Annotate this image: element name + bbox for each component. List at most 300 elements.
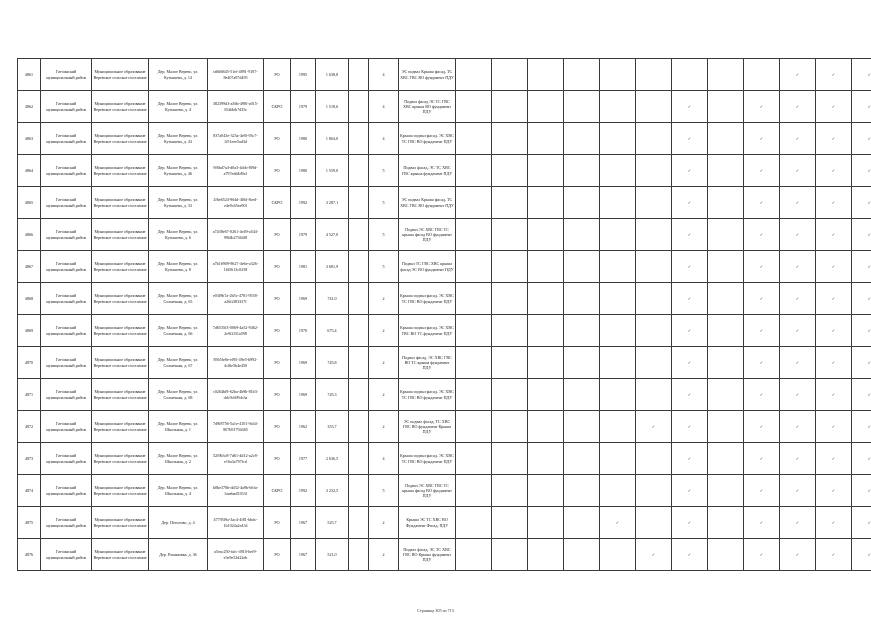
floors-cell: 5 <box>369 219 399 251</box>
table-row <box>18 475 871 507</box>
check-cell <box>708 315 744 347</box>
check-mark-icon: ✓ <box>780 187 816 219</box>
year-cell: 1979 <box>291 91 316 123</box>
area-cell: 1 638,8 <box>316 59 349 91</box>
row-number-cell: 4870 <box>18 347 41 379</box>
management-type-cell: СКРО <box>264 187 291 219</box>
check-mark-icon: ✓ <box>852 155 871 187</box>
check-mark-icon: ✓ <box>780 251 816 283</box>
settlement-cell: Муниципальное образование Веревское сельское поселение <box>92 155 149 187</box>
check-mark-icon: ✓ <box>780 411 816 443</box>
table-row <box>18 347 871 379</box>
settlement-cell: Муниципальное образование Веревское сельское поселение <box>92 59 149 91</box>
check-mark-icon: ✓ <box>816 539 852 571</box>
check-mark-icon: ✓ <box>780 475 816 507</box>
area-cell: 745,8 <box>316 347 349 379</box>
check-cell <box>564 507 600 539</box>
check-mark-icon: ✓ <box>744 539 780 571</box>
check-cell <box>492 219 528 251</box>
area-cell: 3 252,5 <box>316 475 349 507</box>
check-mark-icon: ✓ <box>672 507 708 539</box>
check-cell <box>528 219 564 251</box>
district-cell: Гатчинский муниципальный район <box>41 91 92 123</box>
check-cell <box>528 59 564 91</box>
check-cell <box>636 475 672 507</box>
address-cell: Дер. Малое Верево, ул. Солнечная, д. 65 <box>149 283 208 315</box>
blank-cell <box>349 443 369 475</box>
check-cell <box>708 251 744 283</box>
check-mark-icon: ✓ <box>672 187 708 219</box>
check-mark-icon: ✓ <box>852 251 871 283</box>
check-mark-icon: ✓ <box>780 347 816 379</box>
check-cell <box>636 379 672 411</box>
guid-cell: b0be370b-dd32-4a9b-b6fa-1aaebad5353f <box>208 475 264 507</box>
management-type-cell: СКРО <box>264 91 291 123</box>
check-mark-icon: ✓ <box>780 315 816 347</box>
check-mark-icon: ✓ <box>672 475 708 507</box>
table-row <box>18 123 871 155</box>
check-mark-icon: ✓ <box>780 219 816 251</box>
works-list-cell: Подвал фасад, ЭС ТС ХВС ГВС крыша фундамент ПДУ <box>399 155 456 187</box>
blank-cell <box>349 123 369 155</box>
works-list-cell: Крыша подвал фасад, ЭС ХВС ТС ГВС ВО фундамент ПДУ <box>399 379 456 411</box>
blank-cell <box>349 315 369 347</box>
settlement-cell: Муниципальное образование Веревское сельское поселение <box>92 347 149 379</box>
blank-cell <box>349 283 369 315</box>
address-cell: Дер. Малое Верево, ул. Кутышева, д. 33 <box>149 187 208 219</box>
check-cell <box>456 315 492 347</box>
check-mark-icon: ✓ <box>744 187 780 219</box>
table-row <box>18 443 871 475</box>
check-cell <box>636 315 672 347</box>
table-row <box>18 59 871 91</box>
row-number-cell: 4861 <box>18 59 41 91</box>
row-number-cell: 4868 <box>18 283 41 315</box>
works-list-cell: ЭС подвал Крыша фасад, ТС ХВС ГВС ВО фундамент ПДУ <box>399 187 456 219</box>
row-number-cell: 4871 <box>18 379 41 411</box>
check-cell <box>708 91 744 123</box>
check-mark-icon: ✓ <box>744 443 780 475</box>
check-cell <box>564 315 600 347</box>
check-mark-icon: ✓ <box>852 219 871 251</box>
blank-cell <box>349 507 369 539</box>
area-cell: 1 559,0 <box>316 155 349 187</box>
check-cell <box>600 443 636 475</box>
check-mark-icon: ✓ <box>744 219 780 251</box>
check-cell <box>564 539 600 571</box>
address-cell: Дер. Малое Верево, ул. Кутышева, д. 46 <box>149 155 208 187</box>
check-cell <box>708 411 744 443</box>
table-row <box>18 283 871 315</box>
check-mark-icon: ✓ <box>816 123 852 155</box>
year-cell: 1969 <box>291 283 316 315</box>
check-mark-icon: ✓ <box>672 91 708 123</box>
district-cell: Гатчинский муниципальный район <box>41 155 92 187</box>
check-cell <box>636 187 672 219</box>
area-cell: 4 527,0 <box>316 219 349 251</box>
address-cell: Дер. Пеголово, д. 4 <box>149 507 208 539</box>
check-mark-icon: ✓ <box>852 443 871 475</box>
guid-cell: a5eac250-fafc-4910-bef9-e5e9e52d22eb <box>208 539 264 571</box>
check-cell <box>492 539 528 571</box>
area-cell: 2 636,5 <box>316 443 349 475</box>
year-cell: 1967 <box>291 539 316 571</box>
check-cell <box>492 251 528 283</box>
check-mark-icon: ✓ <box>780 155 816 187</box>
blank-cell <box>349 91 369 123</box>
management-type-cell: РО <box>264 251 291 283</box>
check-cell <box>456 59 492 91</box>
management-type-cell: РО <box>264 443 291 475</box>
check-mark-icon: ✓ <box>816 219 852 251</box>
year-cell: 1980 <box>291 155 316 187</box>
guid-cell: a7438e67-0261-4e49-a544-99fdb27364f8 <box>208 219 264 251</box>
check-cell <box>492 443 528 475</box>
settlement-cell: Муниципальное образование Веревское сельское поселение <box>92 251 149 283</box>
check-mark-icon: ✓ <box>852 539 871 571</box>
guid-cell: 7d9f8756-5a1e-4101-9a34-807b91794465 <box>208 411 264 443</box>
row-number-cell: 4864 <box>18 155 41 187</box>
area-cell: 745,3 <box>316 379 349 411</box>
works-list-cell: Крыша подвал фасад, ЭС ХВС ТС ГВС ВО фундамент ПДУ <box>399 123 456 155</box>
check-cell <box>672 59 708 91</box>
settlement-cell: Муниципальное образование Веревское сельское поселение <box>92 187 149 219</box>
table-row <box>18 411 871 443</box>
check-cell <box>492 347 528 379</box>
check-cell <box>636 155 672 187</box>
district-cell: Гатчинский муниципальный район <box>41 475 92 507</box>
floors-cell: 4 <box>369 59 399 91</box>
check-cell <box>528 539 564 571</box>
check-mark-icon: ✓ <box>744 475 780 507</box>
area-cell: 3 681,9 <box>316 251 349 283</box>
district-cell: Гатчинский муниципальный район <box>41 219 92 251</box>
management-type-cell: РО <box>264 411 291 443</box>
check-cell <box>492 379 528 411</box>
check-mark-icon: ✓ <box>816 283 852 315</box>
check-cell <box>528 283 564 315</box>
management-type-cell: СКРО <box>264 475 291 507</box>
check-mark-icon: ✓ <box>852 187 871 219</box>
check-cell <box>492 411 528 443</box>
check-cell <box>600 347 636 379</box>
settlement-cell: Муниципальное образование Веревское сельское поселение <box>92 219 149 251</box>
guid-cell: fa8d6845-51ef-4891-9187-8e407a97d495 <box>208 59 264 91</box>
check-cell <box>744 59 780 91</box>
row-number-cell: 4876 <box>18 539 41 571</box>
management-type-cell: РО <box>264 123 291 155</box>
check-cell <box>492 123 528 155</box>
floors-cell: 5 <box>369 251 399 283</box>
check-cell <box>456 283 492 315</box>
floors-cell: 2 <box>369 411 399 443</box>
check-mark-icon: ✓ <box>672 315 708 347</box>
check-cell <box>456 251 492 283</box>
check-mark-icon: ✓ <box>780 507 816 539</box>
management-type-cell: РО <box>264 155 291 187</box>
settlement-cell: Муниципальное образование Веревское сельское поселение <box>92 283 149 315</box>
works-list-cell: Подвал ЭС ХВС ГВС ТС крыша фасад ВО фундамент ПДУ <box>399 219 456 251</box>
check-cell <box>600 59 636 91</box>
blank-cell <box>349 347 369 379</box>
floors-cell: 5 <box>369 187 399 219</box>
check-cell <box>564 59 600 91</box>
check-cell <box>564 411 600 443</box>
check-cell <box>564 219 600 251</box>
works-list-cell: Крыша ЭС ТС ХВС ВО Фундамент Фасад, ПДУ <box>399 507 456 539</box>
table-row <box>18 187 871 219</box>
check-mark-icon: ✓ <box>852 507 871 539</box>
district-cell: Гатчинский муниципальный район <box>41 379 92 411</box>
check-cell <box>528 251 564 283</box>
check-cell <box>456 187 492 219</box>
check-mark-icon: ✓ <box>816 347 852 379</box>
check-cell <box>600 379 636 411</box>
check-mark-icon: ✓ <box>780 443 816 475</box>
row-number-cell: 4866 <box>18 219 41 251</box>
row-number-cell: 4863 <box>18 123 41 155</box>
check-cell <box>636 123 672 155</box>
table-body <box>18 59 871 571</box>
check-cell <box>708 155 744 187</box>
row-number-cell: 4865 <box>18 187 41 219</box>
floors-cell: 4 <box>369 91 399 123</box>
check-mark-icon: ✓ <box>852 475 871 507</box>
check-cell <box>456 507 492 539</box>
check-cell <box>600 315 636 347</box>
floors-cell: 5 <box>369 155 399 187</box>
check-mark-icon: ✓ <box>672 443 708 475</box>
check-mark-icon: ✓ <box>852 411 871 443</box>
check-mark-icon: ✓ <box>600 507 636 539</box>
check-cell <box>636 347 672 379</box>
check-mark-icon: ✓ <box>816 379 852 411</box>
check-cell <box>636 443 672 475</box>
row-number-cell: 4869 <box>18 315 41 347</box>
check-mark-icon: ✓ <box>816 91 852 123</box>
check-cell <box>600 155 636 187</box>
year-cell: 1981 <box>291 251 316 283</box>
check-cell <box>564 347 600 379</box>
check-cell <box>636 59 672 91</box>
check-cell <box>708 283 744 315</box>
year-cell: 1962 <box>291 411 316 443</box>
table-row <box>18 379 871 411</box>
management-type-cell: РО <box>264 379 291 411</box>
check-cell <box>492 187 528 219</box>
guid-cell: 837a043e-325a-4e8f-93c7-1f51eee5ad3d <box>208 123 264 155</box>
check-cell <box>456 443 492 475</box>
year-cell: 1977 <box>291 443 316 475</box>
check-cell <box>528 507 564 539</box>
check-mark-icon: ✓ <box>672 251 708 283</box>
check-cell <box>636 507 672 539</box>
check-mark-icon: ✓ <box>744 347 780 379</box>
floors-cell: 4 <box>369 443 399 475</box>
check-cell <box>564 187 600 219</box>
check-mark-icon: ✓ <box>780 59 816 91</box>
check-mark-icon: ✓ <box>852 347 871 379</box>
check-mark-icon: ✓ <box>672 155 708 187</box>
table-row <box>18 507 871 539</box>
works-list-cell: ЭС подвал фасад, ТС ХВС ГВС ВО фундамент Крыша ПДУ <box>399 411 456 443</box>
check-cell <box>492 315 528 347</box>
check-cell <box>528 315 564 347</box>
row-number-cell: 4867 <box>18 251 41 283</box>
settlement-cell: Муниципальное образование Веревское сельское поселение <box>92 315 149 347</box>
check-cell <box>528 443 564 475</box>
management-type-cell: РО <box>264 539 291 571</box>
address-cell: Дер. Малое Верево, ул. Кутышева, д. 4 <box>149 91 208 123</box>
table-row <box>18 155 871 187</box>
management-type-cell: РО <box>264 283 291 315</box>
management-type-cell: РО <box>264 507 291 539</box>
housing-register-table <box>17 58 871 571</box>
check-mark-icon: ✓ <box>672 411 708 443</box>
management-type-cell: РО <box>264 315 291 347</box>
check-mark-icon: ✓ <box>780 379 816 411</box>
works-list-cell: Подвал ЭС ХВС ГВС ТС крыша фасад ВО фундамент ПДУ <box>399 475 456 507</box>
floors-cell: 2 <box>369 379 399 411</box>
check-mark-icon: ✓ <box>852 91 871 123</box>
check-cell <box>564 283 600 315</box>
check-cell <box>456 123 492 155</box>
check-mark-icon: ✓ <box>852 379 871 411</box>
table-row <box>18 219 871 251</box>
check-cell <box>528 475 564 507</box>
management-type-cell: РО <box>264 219 291 251</box>
floors-cell: 2 <box>369 283 399 315</box>
guid-cell: e03f9b7a-2b5c-4781-9538-a26f2f83337f <box>208 283 264 315</box>
address-cell: Дер. Малое Верево, ул. Кутышева, д. 8 <box>149 251 208 283</box>
check-cell <box>708 475 744 507</box>
check-cell <box>708 539 744 571</box>
area-cell: 741,0 <box>316 283 349 315</box>
row-number-cell: 4872 <box>18 411 41 443</box>
check-mark-icon: ✓ <box>744 91 780 123</box>
area-cell: 1 864,0 <box>316 123 349 155</box>
works-list-cell: Крыша подвал фасад, ЭС ХВС ТС ГВС ВО фундамент ПДУ <box>399 443 456 475</box>
row-number-cell: 4873 <box>18 443 41 475</box>
check-cell <box>456 155 492 187</box>
area-cell: 525,7 <box>316 507 349 539</box>
check-cell <box>708 59 744 91</box>
address-cell: Дер. Малое Верево, ул. Солнечная, д. 67 <box>149 347 208 379</box>
check-cell <box>600 539 636 571</box>
guid-cell: 2f6e6524-964d-4f0d-8ced-e4e9c65ee90f <box>208 187 264 219</box>
check-cell <box>492 507 528 539</box>
district-cell: Гатчинский муниципальный район <box>41 123 92 155</box>
works-list-cell: ЭС подвал Крыша фасад, ТС ХВС ГВС ВО фундамент ПДУ <box>399 59 456 91</box>
settlement-cell: Муниципальное образование Веревское сельское поселение <box>92 411 149 443</box>
check-mark-icon: ✓ <box>672 379 708 411</box>
works-list-cell: Подвал фасад ЭС ТС ГВС ХВС крыша ВО фундамент ПДУ <box>399 91 456 123</box>
management-type-cell: РО <box>264 59 291 91</box>
check-mark-icon: ✓ <box>780 283 816 315</box>
check-cell <box>600 91 636 123</box>
check-cell <box>456 475 492 507</box>
check-cell <box>708 219 744 251</box>
area-cell: 1 518,6 <box>316 91 349 123</box>
year-cell: 1969 <box>291 379 316 411</box>
check-cell <box>456 91 492 123</box>
address-cell: Дер. Малое Верево, ул. Кутышева, д. 14 <box>149 59 208 91</box>
settlement-cell: Муниципальное образование Веревское сельское поселение <box>92 91 149 123</box>
check-mark-icon: ✓ <box>780 91 816 123</box>
guid-cell: 8565fe8e-ef95-49e5-b992-4cf6e5b4e450 <box>208 347 264 379</box>
table-row <box>18 315 871 347</box>
works-list-cell: Подвал ТС ГВС ХВС крыша фасад ЭС ВО фундамент ПДУ <box>399 251 456 283</box>
blank-cell <box>349 251 369 283</box>
blank-cell <box>349 411 369 443</box>
area-cell: 3 287,1 <box>316 187 349 219</box>
address-cell: Дер. Малое Верево, ул. Школьная, д. 2 <box>149 443 208 475</box>
check-mark-icon: ✓ <box>672 123 708 155</box>
check-mark-icon: ✓ <box>744 283 780 315</box>
check-cell <box>528 379 564 411</box>
settlement-cell: Муниципальное образование Веревское сельское поселение <box>92 123 149 155</box>
check-cell <box>564 443 600 475</box>
check-mark-icon: ✓ <box>672 347 708 379</box>
year-cell: 1992 <box>291 187 316 219</box>
check-cell <box>708 379 744 411</box>
check-mark-icon: ✓ <box>780 539 816 571</box>
works-list-cell: Подвал фасад, ЭС ХВС ГВС ВО ТС крыша фундамент ПДУ <box>399 347 456 379</box>
page-number: Страница 305 из 713 <box>417 608 454 613</box>
check-cell <box>636 283 672 315</box>
row-number-cell: 4874 <box>18 475 41 507</box>
settlement-cell: Муниципальное образование Веревское сельское поселение <box>92 443 149 475</box>
district-cell: Гатчинский муниципальный район <box>41 283 92 315</box>
check-cell <box>492 59 528 91</box>
table-row <box>18 91 871 123</box>
check-mark-icon: ✓ <box>636 539 672 571</box>
floors-cell: 2 <box>369 347 399 379</box>
works-list-cell: Подвал фасад, ЭС ТС ХВС ГВС ВО Крыша фундамент ПДУ <box>399 539 456 571</box>
check-cell <box>456 411 492 443</box>
check-cell <box>564 123 600 155</box>
district-cell: Гатчинский муниципальный район <box>41 507 92 539</box>
check-mark-icon: ✓ <box>816 411 852 443</box>
address-cell: Дер. Малое Верево, ул. Школьная, д. 1 <box>149 411 208 443</box>
check-mark-icon: ✓ <box>672 219 708 251</box>
check-cell <box>492 91 528 123</box>
check-cell <box>528 123 564 155</box>
check-mark-icon: ✓ <box>816 443 852 475</box>
blank-cell <box>349 379 369 411</box>
address-cell: Дер. Малое Верево, ул. Кутышева, д. 6 <box>149 219 208 251</box>
check-cell <box>600 219 636 251</box>
year-cell: 1969 <box>291 347 316 379</box>
area-cell: 675,4 <box>316 315 349 347</box>
check-cell <box>456 347 492 379</box>
row-number-cell: 4862 <box>18 91 41 123</box>
check-mark-icon: ✓ <box>852 315 871 347</box>
address-cell: Дер. Малое Верево, ул. Солнечная, д. 66 <box>149 315 208 347</box>
works-list-cell: Крыша подвал фасад, ЭС ХВС ТС ГВС ВО фундамент ПДУ <box>399 283 456 315</box>
check-cell <box>600 251 636 283</box>
check-mark-icon: ✓ <box>672 539 708 571</box>
check-cell <box>528 155 564 187</box>
check-cell <box>636 219 672 251</box>
area-cell: 521,0 <box>316 539 349 571</box>
check-mark-icon: ✓ <box>816 187 852 219</box>
check-cell <box>636 251 672 283</box>
guid-cell: 382399d3-a36b-498f-a015-354fdeb7d35c <box>208 91 264 123</box>
blank-cell <box>349 155 369 187</box>
area-cell: 353,7 <box>316 411 349 443</box>
table-row <box>18 539 871 571</box>
